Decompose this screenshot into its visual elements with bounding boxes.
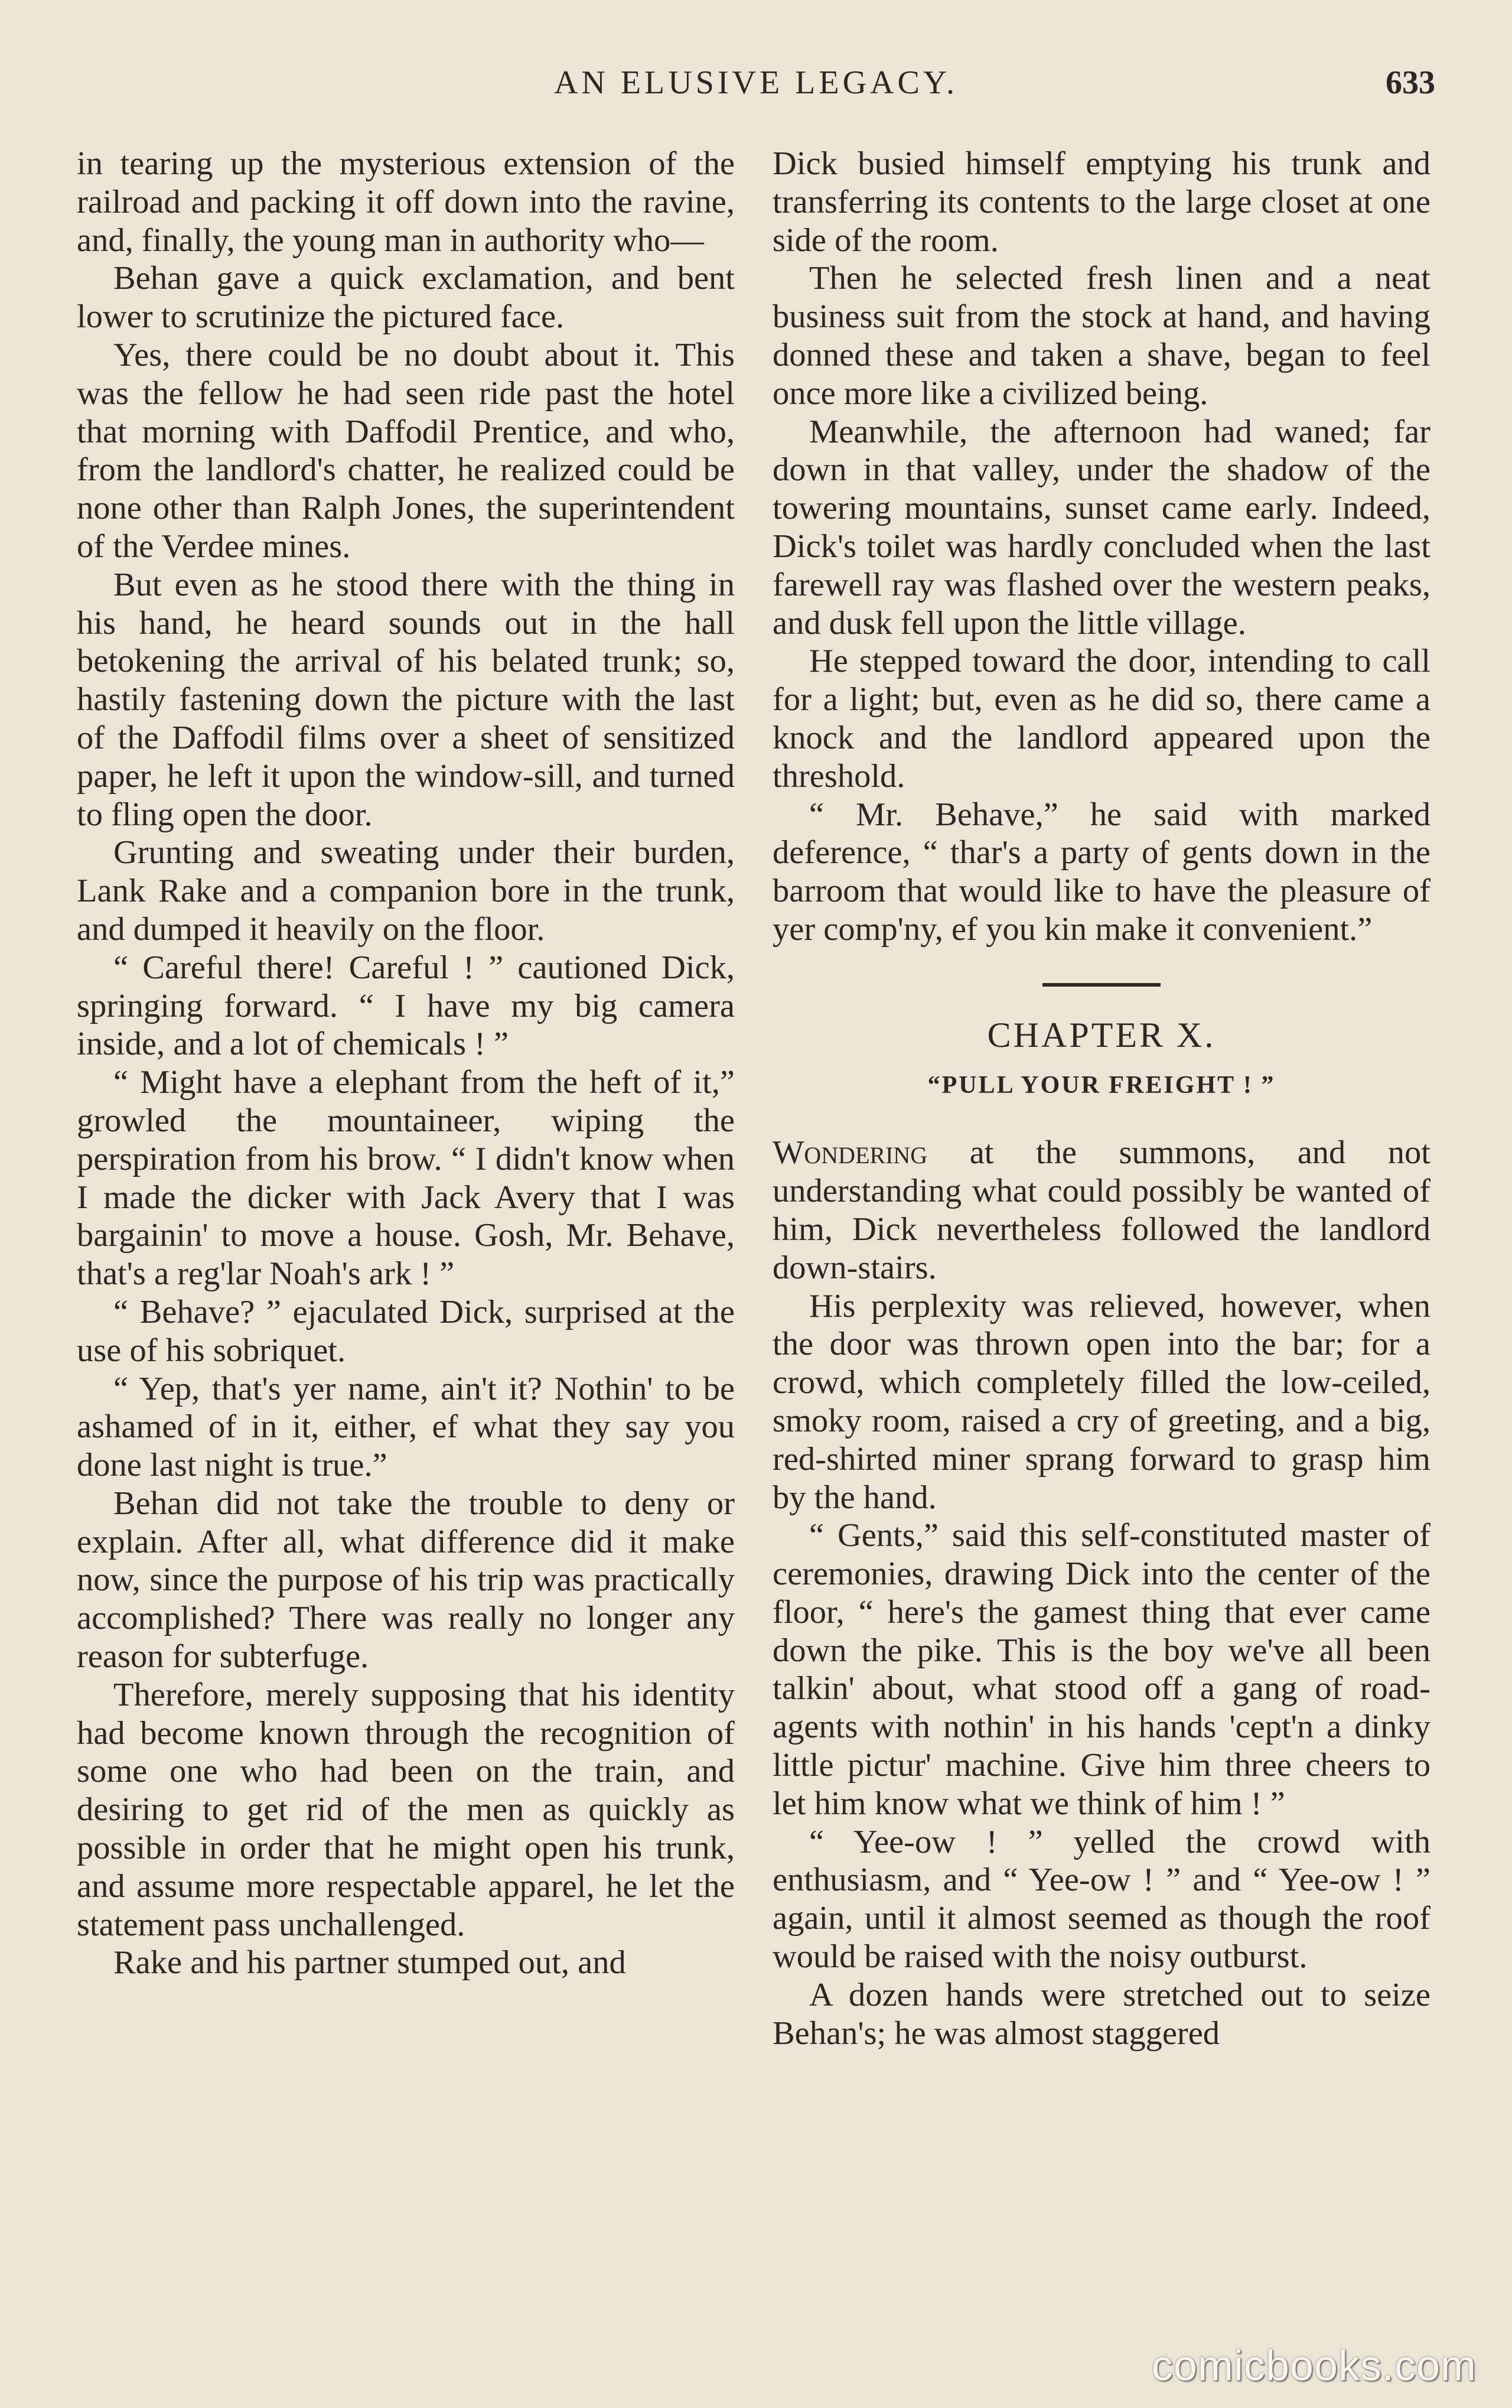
paragraph: Rake and his partner stumped out, and [113, 1944, 626, 1981]
page-number: 633 [1386, 64, 1435, 101]
left-column [77, 145, 735, 1982]
paragraph: But even as he stood there with the thing in his hand, he heard sounds out in the hall betokening the arrival of his belated trunk; so, hastily fastening down the picture with the last of the Daffodil films over a sheet of sensitized paper, he left it upon the window-sill, and turned to fling open the door. [77, 566, 735, 833]
paragraph: “ Behave? ” ejaculated Dick, surprised at the use of his sobriquet. [77, 1293, 735, 1369]
chapter-opening-paragraph [773, 1134, 1430, 1287]
paragraph: Therefore, merely supposing that his identity had become known through the recognition of some one who had been on the train, and desiring to get rid of the men as quickly as possible in order that he might open his trunk, and assume more respectable apparel, he let the statement pass unchallenged. [77, 1676, 735, 1943]
paragraph: Grunting and sweating under their burden, Lank Rake and a companion bore in the trunk, and dumped it heavily on the floor. [77, 834, 735, 948]
paragraph: “ Mr. Behave,” he said with marked deference, “ thar's a party of gents down in the barroom that would like to have the pleasure of yer comp'ny, ef you kin make it convenient.” [773, 796, 1430, 948]
paragraph: A dozen hands were stretched out to seize Behan's; he was almost staggered [773, 1976, 1430, 2052]
paragraph: “ Yep, that's yer name, ain't it? Nothin' to be ashamed of in it, either, ef what they say you done last night is true.” [77, 1370, 735, 1484]
drop-word: Wondering [773, 1134, 928, 1172]
watermark: comicbooks.com [1151, 2342, 1477, 2390]
section-divider [1042, 983, 1161, 987]
running-title: AN ELUSIVE LEGACY. [553, 64, 959, 101]
paragraph: “ Gents,” said this self-constituted master of ceremonies, drawing Dick into the center of the floor, “ here's the gamest thing that ever came down the pike. This is the boy we've all been talkin' about, what stood off a gang of road-agents with nothin' in his hands 'cept'n a dinky little pictur' machine. Give him three cheers to let him know what we think of him ! ” [773, 1517, 1430, 1822]
paragraph: “ Might have a elephant from the heft of it,” growled the mountaineer, wiping the perspiration from his brow. “ I didn't know when I made the dicker with Jack Avery that I was bargainin' to move a house. Gosh, Mr. Behave, that's a reg'lar Noah's ark ! ” [77, 1064, 735, 1293]
paragraph: Dick busied himself emptying his trunk and transferring its contents to the large closet at one side of the room. [773, 145, 1430, 259]
paragraph: Meanwhile, the afternoon had waned; far down in that valley, under the shadow of the towering mountains, sunset came early. Indeed, Dick's toilet was hardly concluded when the last farewell ray was flashed over the western peaks, and dusk fell upon the little village. [773, 413, 1430, 642]
paragraph: in tearing up the mysterious extension of the railroad and packing it off down into the ravine, and, finally, the young man in authority who— [77, 145, 735, 259]
right-column [773, 145, 1430, 2052]
paragraph-text: at the summons, and not understanding what could possibly be wanted of him, Dick nevertheless followed the landlord down-stairs. [773, 1134, 1430, 1286]
paragraph: His perplexity was relieved, however, when the door was thrown open into the bar; for a crowd, which completely filled the low-ceiled, smoky room, raised a cry of greeting, and a big, red-shirted miner sprang forward to grasp him by the hand. [773, 1287, 1430, 1516]
paragraph: Yes, there could be no doubt about it. This was the fellow he had seen ride past the hotel that morning with Daffodil Prentice, and who, from the landlord's chatter, he realized could be none other than Ralph Jones, the superintendent of the Verdee mines. [77, 336, 735, 565]
page-header [77, 64, 1435, 111]
paragraph: Then he selected fresh linen and a neat business suit from the stock at hand, and having donned these and taken a shave, began to feel once more like a civilized being. [773, 260, 1430, 412]
paragraph: Behan gave a quick exclamation, and bent lower to scrutinize the pictured face. [77, 260, 735, 336]
paragraph: “ Yee-ow ! ” yelled the crowd with enthusiasm, and “ Yee-ow ! ” and “ Yee-ow ! ” again, until it almost seemed as though the roof would be raised with the noisy outburst. [773, 1823, 1430, 1976]
paragraph: He stepped toward the door, intending to call for a light; but, even as he did so, there came a knock and the landlord appeared upon the threshold. [773, 643, 1430, 795]
chapter-subtitle: “PULL YOUR FREIGHT ! ” [927, 1071, 1276, 1099]
paragraph: “ Careful there! Careful ! ” cautioned Dick, springing forward. “ I have my big camera inside, and a lot of chemicals ! ” [77, 949, 735, 1063]
chapter-heading: CHAPTER X. [987, 1015, 1216, 1055]
paragraph: Behan did not take the trouble to deny or explain. After all, what difference did it make now, since the purpose of his trip was practically accomplished? There was really no longer any reason for subterfuge. [77, 1485, 735, 1675]
